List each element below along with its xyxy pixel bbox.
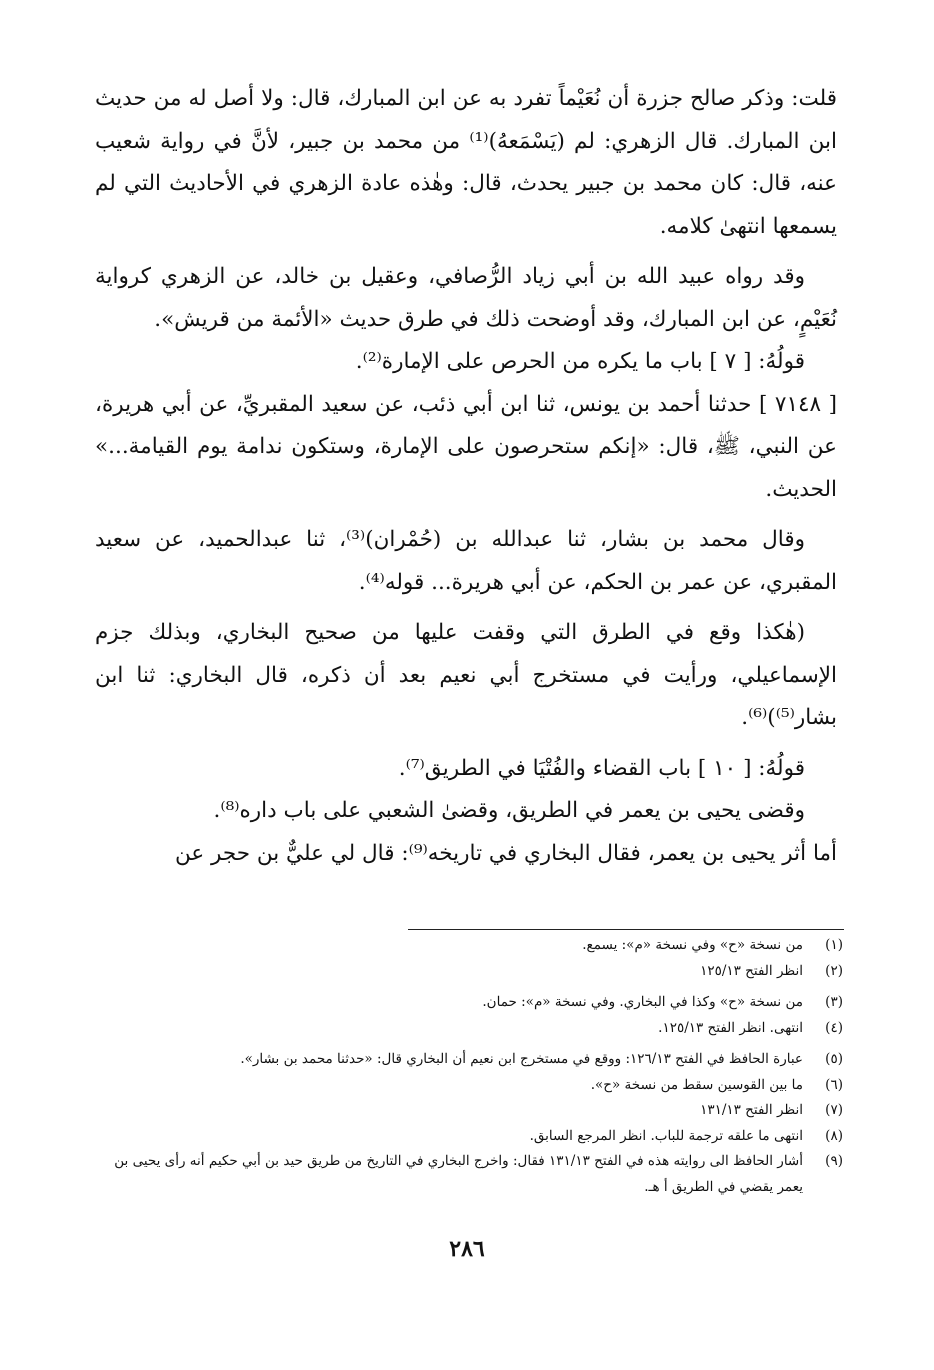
footnote-9: [95, 1149, 845, 1200]
footnote-number: (٢): [825, 962, 843, 979]
footnote-number: (٦): [825, 1076, 843, 1093]
footnote-2: [95, 959, 845, 985]
footnote-4: [95, 1016, 845, 1042]
footnote-number: (٤): [825, 1019, 843, 1036]
footnote-text: انتهى. انظر الفتح ١٢٥/١٣.: [658, 1019, 803, 1036]
page-number: ٢٨٦: [449, 1236, 485, 1262]
footnote-number: (٨): [825, 1127, 843, 1144]
footnote-text: انظر الفتح ١٢٥/١٣: [700, 962, 803, 979]
section-heading-10: قولُهُ: [ ١٠ ] باب القضاء والفُتْيَا في الطريق⁽⁷⁾.: [398, 755, 805, 781]
footnote-divider: [408, 929, 844, 930]
footnote-3: [95, 990, 845, 1016]
footnote-text: انتهى ما علقه ترجمة للباب. انظر المرجع السابق.: [529, 1127, 803, 1144]
main-text: [95, 78, 837, 875]
footnote-number: (١): [825, 937, 843, 953]
footnote-text: ما بين القوسين سقط من نسخة «ح».: [590, 1076, 803, 1093]
footnote-number: (٥): [825, 1051, 843, 1067]
paragraph-parenthetical: (هٰكذا وقع في الطرق التي وقفت عليها من صحيح البخاري، وبذلك جزم الإسماعيلي، ورأيت في مستخرج أبي نعيم بعد أن ذكره، قال البخاري: ثنا ابن بشار⁽⁵⁾)⁽⁶⁾.: [95, 620, 837, 730]
footnote-number: (٣): [825, 994, 843, 1010]
hadith-7148: [ ٧١٤٨ ] حدثنا أحمد بن يونس، ثنا ابن أبي ذئب، عن سعيد المقبريِّ، عن أبي هريرة، عن النبي، ﷺ، قال: «إنكم ستحرصون على الإمارة، وستكون ندامة يوم القيامة...» الحديث.: [95, 391, 837, 502]
footnote-1: [95, 933, 845, 959]
paragraph-yahya-bin-yamur: وقضى يحيى بن يعمر في الطريق، وقضىٰ الشعبي على باب داره⁽⁸⁾.: [213, 798, 805, 823]
footnote-6: [95, 1073, 845, 1099]
footnote-8: [95, 1124, 845, 1150]
paragraph-1: قلت: وذكر صالح جزرة أن نُعَيْماً تفرد به عن ابن المبارك، قال: ولا أصل له من حديث ابن المبارك. قال الزهري: لم (يَسْمَعهُ)⁽¹⁾ من محمد بن جبير، لأنَّ في رواية شعيب عنه، قال: كان محمد بن جبير يحدث، قال: وهٰذه عادة الزهري في الأحاديث التي لم يسمعها انتهىٰ كلامه.: [95, 86, 837, 239]
paragraph-athar: أما أثر يحيى بن يعمر، فقال البخاري في تاريخه⁽⁹⁾: قال لي عليٌّ بن حجر عن: [174, 840, 837, 866]
paragraph-2: وقد رواه عبيد الله بن أبي زياد الرُّصافي، وعقيل بن خالد، عن الزهري كرواية نُعَيْمٍ، عن ابن المبارك، وقد أوضحت ذلك في طرق حديث «الأئمة من قريش».: [95, 264, 837, 332]
footnote-number: (٧): [825, 1102, 843, 1118]
footnote-text: من نسخة «ح» وكذا في البخاري. وفي نسخة «م»: حمان.: [482, 994, 803, 1010]
footnotes: [95, 933, 845, 1200]
footnote-7: [95, 1098, 845, 1124]
footnote-text: من نسخة «ح» وفي نسخة «م»: يسمع.: [582, 937, 803, 953]
section-heading-7: قولُهُ: [ ٧ ] باب ما يكره من الحرص على الإمارة⁽²⁾.: [355, 349, 805, 374]
footnote-text: عبارة الحافظ في الفتح ١٢٦/١٣: ووقع في مستخرج ابن نعيم أن البخاري قال: «حدثنا محمد بن بشار».: [240, 1051, 803, 1067]
paragraph-muhammad-bin-bashar: وقال محمد بن بشار، ثنا عبدالله بن (حُمْران)⁽³⁾، ثنا عبدالحميد، عن سعيد المقبري، عن عمر بن الحكم، عن أبي هريرة... قوله⁽⁴⁾.: [95, 527, 837, 595]
footnote-text: أشار الحافظ الى روايته هذه في الفتح ١٣١/١٣ فقال: واخرج البخاري في التاريخ من طريق حيد بن أبي حكيم أنه رأى يحيى بن يعمر يقضي في الطريق أ هـ.: [114, 1153, 803, 1195]
footnote-number: (٩): [825, 1153, 843, 1169]
footnote-text: انظر الفتح ١٣١/١٣: [700, 1102, 803, 1118]
footnote-5: [95, 1047, 845, 1073]
